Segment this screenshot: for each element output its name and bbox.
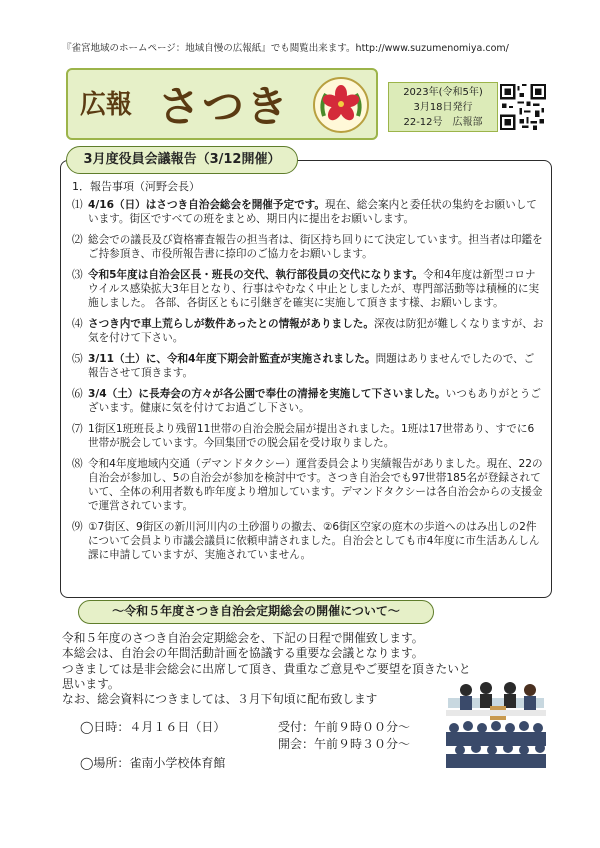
meeting-section-title: ～令和５年度さつき自治会定期総会の開催について～ [78,600,434,624]
announcement-paragraph: 令和５年度のさつき自治会定期総会を、下記の日程で開催致します。 [62,631,424,645]
issue-number: 22-12号 広報部 [403,117,483,128]
item-text: 深夜は防犯が難しくなりますが、お気を付けて下さい。 [88,318,544,344]
meeting-announcement [62,631,482,707]
issue-date: 3月18日発行 [413,102,473,113]
masthead-title: さつき [158,82,291,131]
announcement-paragraph: なお、総会資料につきましては、３月下旬頃に配布致します [62,692,378,707]
masthead [66,68,378,140]
azalea-emblem-icon [312,76,370,134]
item-number: ⑼ [72,521,83,533]
report-items [72,178,544,569]
item-headline: さつき内で車上荒らしが数件あったとの情報がありました。 [88,318,374,330]
reception-time: 受付：午前９時００分～ [278,720,411,734]
meeting-venue: ◯場所：雀南小学校体育館 [80,756,226,770]
issue-year: 2023年(令和5年) [403,87,483,98]
list-item [72,233,544,261]
list-item [72,317,544,345]
item-text: 令和4年度地域内交通（デマンドタクシー）運営委員会より実績報告がありました。現在、22の自治会が参加し、5の自治会が参加を検討中です。さつき自治会でも97世帯185名が登録されていて、全体の利用者数も昨年度より増加しています。デマンドタクシーは各自治会からの支援金で運営されています。 [88,458,543,512]
list-item [72,387,544,415]
report-heading: 1．報告事項（河野会長） [72,180,200,193]
list-item [72,352,544,380]
list-item [72,268,544,310]
item-headline: 令和5年度は自治会区長・班長の交代、執行部役員の交代になります。 [88,269,423,281]
issue-info [388,82,498,132]
item-headline: 3/4（土）に長寿会の方々が各公園で奉仕の清掃を実施して下さいました。 [88,388,446,400]
item-text: ①7街区、9街区の新川河川内の土砂溜りの撤去、②6街区空家の庭木の歩道へのはみ出しの2件について会員より市議会議員に依頼申請されました。自治会としても市4年度に市生活あんしん課に申請していますが、実施されていません。 [88,521,540,561]
qr-code-icon [500,84,546,130]
website-note: 『雀宮地域のホームページ：地域自慢の広報紙』でも閲覧出来ます。http://www.suzumenomiya.com/ [62,43,509,54]
list-item [72,457,544,513]
item-number: ⑻ [72,458,83,470]
item-text: いつもありがとうございます。健康に気を付けてお過ごし下さい。 [88,388,541,414]
item-text: 問題はありませんでしたので、ご報告させて頂きます。 [88,353,535,379]
list-item [72,198,544,226]
item-number: ⑸ [72,353,83,365]
announcement-paragraph: 本総会は、自治会の年間活動計画を協議する重要な会議となります。 [62,646,424,661]
announcement-paragraph: つきましては是非会総会に出席して頂き、貴重なご意見やご要望を頂きたいと思います。 [62,661,471,691]
item-number: ⑷ [72,318,83,330]
opening-time: 開会：午前９時３０分～ [278,737,411,751]
meeting-illustration-icon [442,676,550,768]
list-item [72,520,544,562]
item-text: 総会での議長及び資格審査報告の担当者は、街区持ち回りにて決定しています。担当者は印鑑をご持参頂き、市役所報告書に捺印のご協力をお願いします。 [88,234,543,260]
item-text: 1街区1班班長より残留11世帯の自治会脱会届が提出されました。1班は17世帯あり、すでに6世帯が脱会しています。今回集団での脱会届を受け取りました。 [88,423,535,449]
item-text: 現在、総会案内と委任状の集約をお願いしています。街区ですべての班をまとめ、期日内に提出をお願いします。 [88,199,537,225]
list-item [72,422,544,450]
item-number: ⑶ [72,269,83,281]
report-section-title: 3月度役員会議報告（3/12開催） [66,146,298,174]
meeting-date: ◯日時：４月１６日（日） [80,720,226,734]
item-headline: 3/11（土）に、令和4年度下期会計監査が実施されました。 [88,353,376,365]
item-number: ⑹ [72,388,83,400]
item-number: ⑵ [72,234,83,246]
item-text: 令和4年度は新型コロナウイルス感染拡大3年目となり、行事はやむなく中止としましたが、専門部活動等は積極的に実施しました。 各部、各街区ともに引継ぎを確実に実施して頂きます様、お願いします。 [88,269,540,309]
masthead-label: 広報 [80,90,133,120]
item-number: ⑺ [72,423,83,435]
item-headline: 4/16（日）はさつき自治会総会を開催予定です。 [88,199,326,211]
item-number: ⑴ [72,199,83,211]
